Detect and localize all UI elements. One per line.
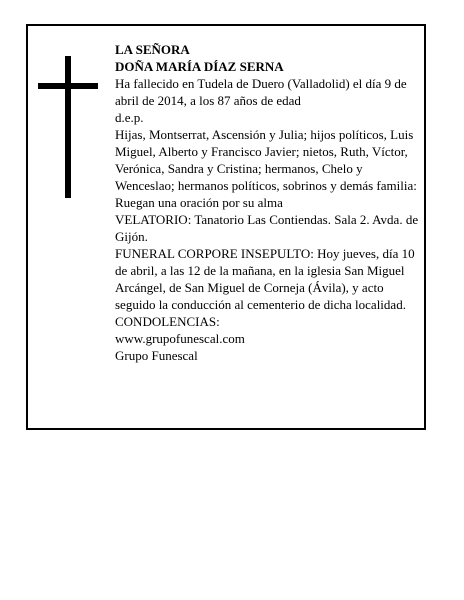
- obituary-notice: [26, 24, 426, 430]
- death-announcement: Ha fallecido en Tudela de Duero (Valladolid) el día 9 de abril de 2014, a los 87 años de edad: [115, 76, 407, 108]
- notice-heading-title: LA SEÑORA: [115, 42, 190, 57]
- funeral-details: FUNERAL CORPORE INSEPULTO: Hoy jueves, día 10 de abril, a las 12 de la mañana, en la iglesia San Miguel Arcángel, de San Miguel de Corneja (Ávila), y acto seguido la conducción al cementerio de dicha localidad. CONDOLENCIAS:: [115, 246, 415, 329]
- notice-body: [115, 41, 425, 364]
- condolences-website: www.grupofunescal.com: [115, 331, 245, 346]
- family-list: Hijas, Montserrat, Ascensión y Julia; hijos políticos, Luis Miguel, Alberto y Francisco Javier; nietos, Ruth, Víctor, Verónica, Sandra y Cristina; hermanos, Chelo y Wenceslao; hermanos políticos, sobrinos y demás familia:: [115, 127, 417, 193]
- deceased-name: DOÑA MARÍA DÍAZ SERNA: [115, 59, 284, 74]
- prayer-request: Ruegan una oración por su alma: [115, 195, 283, 210]
- wake-details: VELATORIO: Tanatorio Las Contiendas. Sala 2. Avda. de Gijón.: [115, 212, 419, 244]
- rest-in-peace: d.e.p.: [115, 110, 144, 125]
- cross-icon: [38, 56, 98, 198]
- funeral-home-signature: Grupo Funescal: [115, 348, 198, 363]
